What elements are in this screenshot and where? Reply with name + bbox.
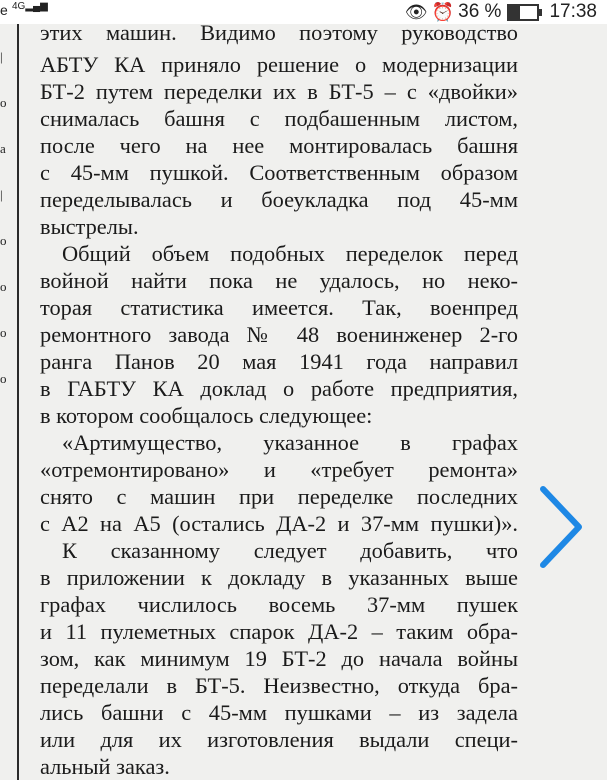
margin-mark: o (0, 279, 7, 294)
text-line: после чего на нее монтировалась башня (40, 133, 518, 158)
text-line: в приложении к докладу в указанных выше (40, 565, 518, 590)
text-line: с А2 на А5 (остались ДА-2 и 37-мм пушки)». (40, 511, 518, 536)
text-line: снято с машин при переделке последних (40, 484, 518, 509)
text-line: лись башни с 45-мм пушками – из задела (40, 700, 518, 725)
text-line: войной найти пока не удалось, но неко- (40, 268, 518, 293)
text-line: в котором сообщалось следующее: (40, 403, 373, 428)
left-margin-marks (0, 34, 8, 402)
text-line: АБТУ КА приняло решение о модернизации (40, 52, 518, 77)
text-line: с 45-мм пушкой. Соответственным образом (40, 160, 518, 185)
margin-mark: a (0, 141, 6, 156)
text-line: «отремонтировано» и «требует ремонта» (40, 457, 518, 482)
scanned-page (0, 20, 607, 780)
margin-mark: | (0, 49, 3, 64)
text-line: К сказанному следует добавить, что (62, 538, 518, 563)
text-line: ремонтного завода № 48 военинженер 2-го (40, 322, 518, 347)
text-line: «Артимущество, указанное в графах (62, 430, 518, 455)
margin-mark: | (0, 187, 3, 202)
text-line: снималась башня с подбашенным листом, (40, 106, 518, 131)
clock-time: 17:38 (549, 1, 597, 22)
margin-mark: o (0, 95, 7, 110)
text-line: ранга Панов 20 мая 1941 года направил (40, 349, 518, 374)
eye-icon: 👁 (404, 1, 428, 22)
text-line: БТ-2 путем переделки их в БТ-5 – с «двойки» (40, 79, 518, 104)
text-line: альный заказ. (40, 754, 170, 779)
signal-label: 4G (12, 1, 26, 12)
status-left-char: e (0, 2, 8, 18)
text-line: Общий объем подобных переделок перед (62, 241, 518, 266)
text-line: и 11 пулеметных спарок ДА-2 – таким обра- (40, 619, 518, 644)
text-line: или для их изготовления выдали специ- (40, 727, 518, 752)
text-line: выстрелы. (40, 214, 139, 239)
alarm-clock-icon: ⏰ (431, 1, 455, 22)
battery-percent: 36 % (458, 1, 502, 22)
text-line: в ГАБТУ КА доклад о работе предприятия, (40, 376, 518, 401)
margin-mark: o (0, 371, 7, 386)
text-line: торая статистика имеется. Так, военпред (40, 295, 518, 320)
text-line: переделывалась и боеукладка под 45-мм (40, 187, 518, 212)
margin-mark: o (0, 233, 7, 248)
text-line: графах числилось восемь 37-мм пушек (40, 592, 518, 617)
text-line: этих машин. Видимо поэтому руководство (40, 20, 518, 45)
signal-icon: 4G▂▄▆ (12, 1, 48, 12)
margin-mark: o (0, 325, 7, 340)
chevron-right-icon[interactable] (537, 483, 585, 571)
battery-icon (507, 4, 539, 21)
column-divider (17, 24, 19, 780)
text-line: зом, как минимум 19 БТ-2 до начала войны (40, 646, 518, 671)
text-line: переделали в БТ-5. Неизвестно, откуда бра- (40, 673, 518, 698)
